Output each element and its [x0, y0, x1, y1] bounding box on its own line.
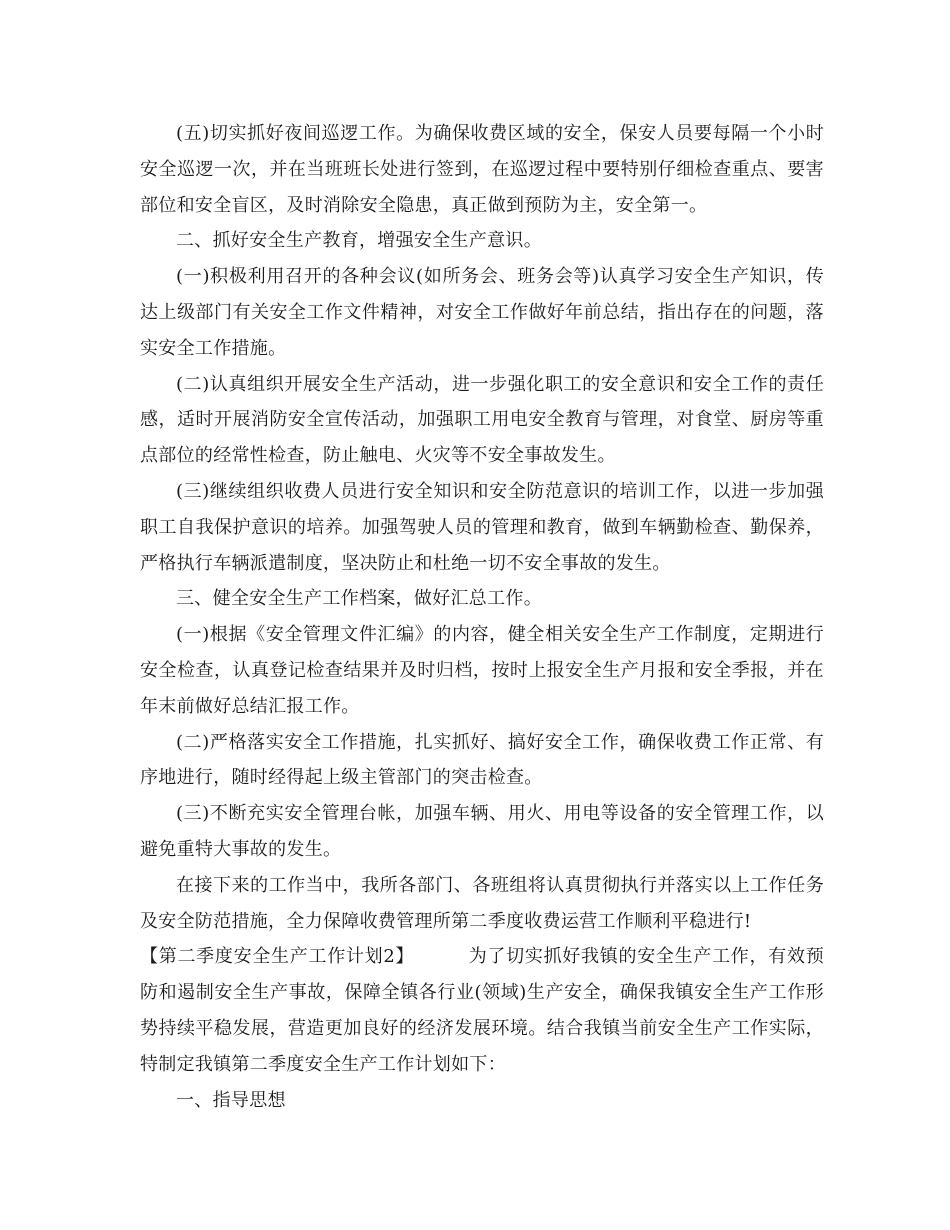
- paragraph-meetings-study: (一)积极利用召开的各种会议(如所务会、班务会等)认真学习安全生产知识，传达上级部门有关安全工作文件精神，对安全工作做好年前总结，指出存在的问题，落实安全工作措施。: [140, 266, 824, 359]
- paragraph-safety-activities: (二)认真组织开展安全生产活动，进一步强化职工的安全意识和安全工作的责任感，适时开展消防安全宣传活动，加强职工用电安全教育与管理，对食堂、厨房等重点部位的经常性检查，防止触电、火灾等不安全事故发生。: [140, 373, 824, 467]
- paragraph-regulations: (一)根据《安全管理文件汇编》的内容，健全相关安全生产工作制度，定期进行安全检查，认真登记检查结果并及时归档，按时上报安全生产月报和安全季报，并在年末前做好总结汇报工作。: [140, 624, 824, 717]
- section-heading-archives: 三、健全安全生产工作档案，做好汇总工作。: [176, 588, 542, 610]
- paragraph-conclusion: 在接下来的工作当中，我所各部门、各班组将认真贯彻执行并落实以上工作任务及安全防范措施，全力保障收费管理所第二季度收费运营工作顺利平稳进行!: [140, 874, 824, 932]
- document-body: [140, 116, 824, 1118]
- paragraph-training: (三)继续组织收费人员进行安全知识和安全防范意识的培训工作，以进一步加强职工自我保护意识的培养。加强驾驶人员的管理和教育，做到车辆勤检查、勤保养，严格执行车辆派遣制度，坚决防止和杜绝一切不安全事故的发生。: [140, 480, 824, 574]
- paragraph-night-patrol: (五)切实抓好夜间巡逻工作。为确保收费区域的安全，保安人员要每隔一个小时安全巡逻一次，并在当班班长处进行签到，在巡逻过程中要特别仔细检查重点、要害部位和安全盲区，及时消除安全隐患，真正做到预防为主，安全第一。: [140, 123, 824, 216]
- plan-2-heading: 【第二季度安全生产工作计划2】: [140, 946, 415, 968]
- paragraph-plan-2: [140, 939, 824, 1082]
- paragraph-ledger: (三)不断充实安全管理台帐，加强车辆、用火、用电等设备的安全管理工作，以避免重特大事故的发生。: [140, 803, 824, 860]
- section-heading-safety-education: 二、抓好安全生产教育，增强安全生产意识。: [176, 230, 542, 252]
- paragraph-measures: (二)严格落实安全工作措施，扎实抓好、搞好安全工作，确保收费工作正常、有序地进行，随时经得起上级主管部门的突击检查。: [140, 731, 824, 789]
- section-heading-guiding-ideology: 一、指导思想: [176, 1089, 286, 1111]
- plan-2-text: 为了切实抓好我镇的安全生产工作，有效预防和遏制安全生产事故，保障全镇各行业(领域)生产安全，确保我镇安全生产工作形势持续平稳发展，营造更加良好的经济发展环境。结合我镇当前安全生产工作实际，特制定我镇第二季度安全生产工作计划如下：: [140, 946, 824, 1075]
